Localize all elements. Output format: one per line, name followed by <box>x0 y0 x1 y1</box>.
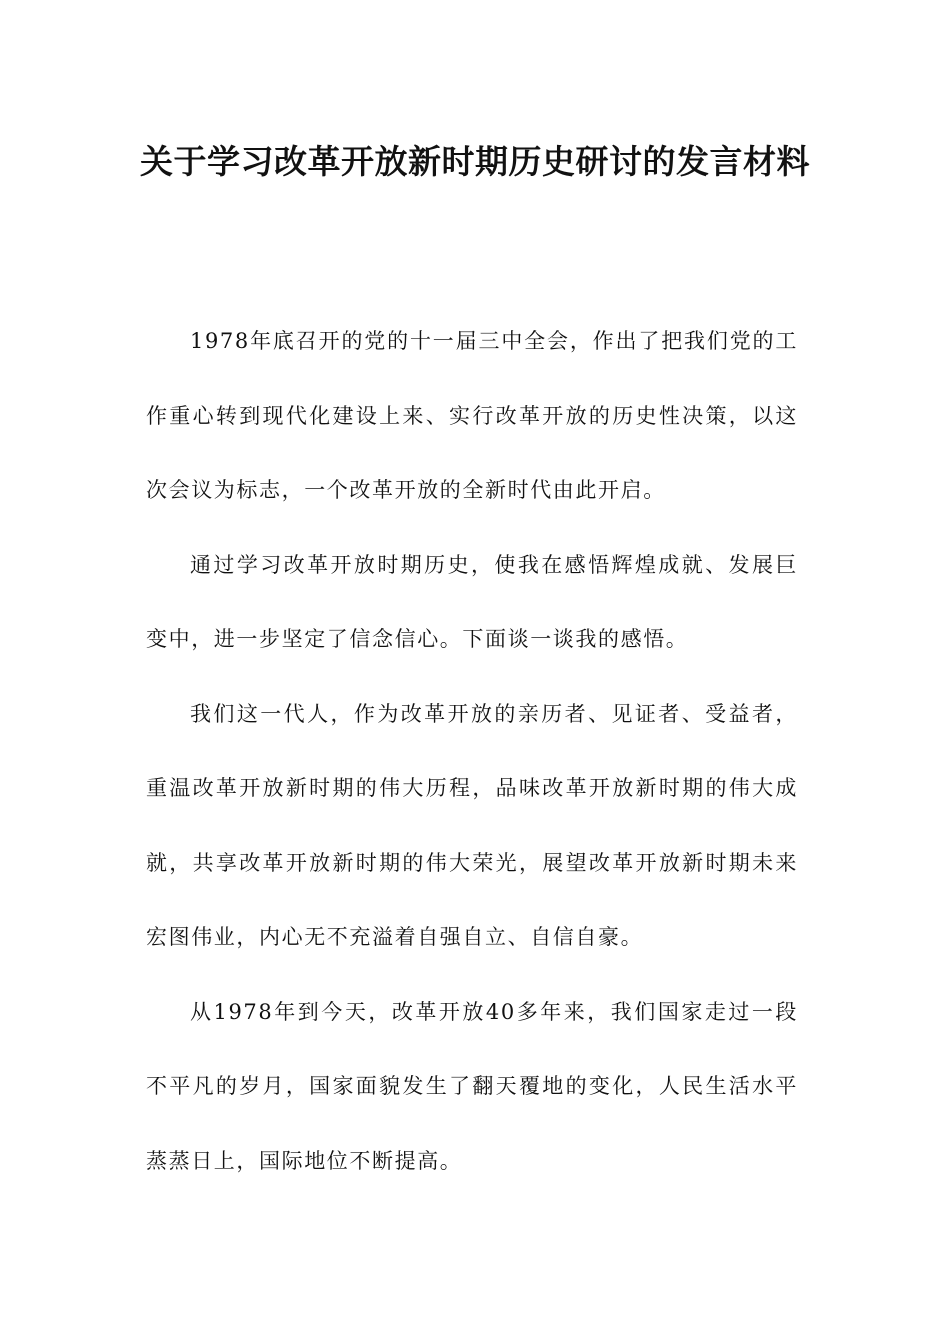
paragraph-1: 1978年底召开的党的十一届三中全会，作出了把我们党的工作重心转到现代化建设上来、实行改革开放的历史性决策，以这次会议为标志，一个改革开放的全新时代由此开启。 <box>146 329 798 502</box>
paragraph-2: 通过学习改革开放时期历史，使我在感悟辉煌成就、发展巨变中，进一步坚定了信念信心。下面谈一谈我的感悟。 <box>146 552 798 651</box>
document-body <box>146 304 798 1198</box>
paragraph-4: 从1978年到今天，改革开放40多年来，我们国家走过一段不平凡的岁月，国家面貌发生了翻天覆地的变化，人民生活水平蒸蒸日上，国际地位不断提高。 <box>146 999 798 1173</box>
paragraph-3: 我们这一代人，作为改革开放的亲历者、见证者、受益者，重温改革开放新时期的伟大历程，品味改革开放新时期的伟大成就，共享改革开放新时期的伟大荣光，展望改革开放新时期未来宏图伟业，内心无不充溢着自强自立、自信自豪。 <box>146 701 798 949</box>
document-title: 关于学习改革开放新时期历史研讨的发言材料 <box>140 142 810 181</box>
